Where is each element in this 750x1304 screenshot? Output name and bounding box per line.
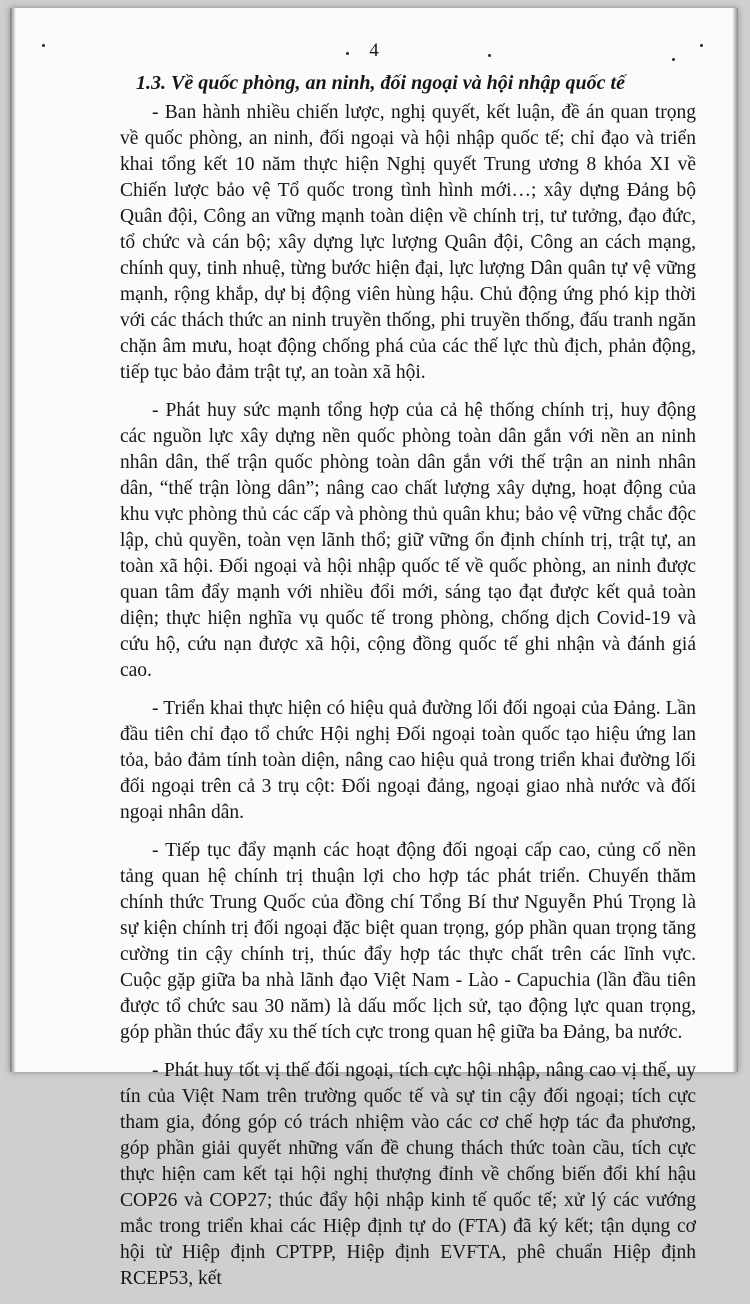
scan-edge-left (10, 8, 16, 1072)
scan-edge-right (732, 8, 738, 1072)
document-body (120, 70, 696, 1304)
paragraph: - Tiếp tục đẩy mạnh các hoạt động đối ngoại cấp cao, củng cố nền tảng quan hệ chính trị thuận lợi cho hợp tác phát triển. Chuyến thăm chính thức Trung Quốc của đồng chí Tổng Bí thư Nguyễn Phú Trọng là sự kiện chính trị đối ngoại đặc biệt quan trọng, góp phần quan trọng tăng cường tin cậy chính trị, thúc đẩy hợp tác thực chất trên các lĩnh vực. Cuộc gặp giữa ba nhà lãnh đạo Việt Nam - Lào - Capuchia (lần đầu tiên được tổ chức sau 30 năm) là dấu mốc lịch sử, tạo động lực quan trọng, góp phần thúc đẩy xu thế tích cực trong quan hệ giữa ba Đảng, ba nước. (120, 840, 696, 1043)
page-number: 4 (369, 40, 379, 61)
paragraph: - Triển khai thực hiện có hiệu quả đường lối đối ngoại của Đảng. Lần đầu tiên chỉ đạo tổ chức Hội nghị Đối ngoại toàn quốc tạo hiệu ứng lan tỏa, bảo đảm tính toàn diện, nâng cao hiệu quả trong triển khai đường lối đối ngoại trên cả 3 trụ cột: Đối ngoại đảng, ngoại giao nhà nước và đối ngoại nhân dân. (120, 698, 696, 823)
paragraph: - Phát huy sức mạnh tổng hợp của cả hệ thống chính trị, huy động các nguồn lực xây dựng nền quốc phòng toàn dân gắn với nền an ninh nhân dân, thế trận quốc phòng toàn dân gắn với thế trận an ninh nhân dân, “thế trận lòng dân”; nâng cao chất lượng xây dựng, hoạt động của khu vực phòng thủ các cấp và phòng thủ quân khu; bảo vệ vững chắc độc lập, chủ quyền, toàn vẹn lãnh thổ; giữ vững ổn định chính trị, trật tự, an toàn xã hội. Đối ngoại và hội nhập quốc tế về quốc phòng, an ninh được quan tâm đẩy mạnh với nhiều đổi mới, sáng tạo đạt được kết quả toàn diện; thực hiện nghĩa vụ quốc tế trong phòng, chống dịch Covid-19 và cứu hộ, cứu nạn được xã hội, cộng đồng quốc tế ghi nhận và đánh giá cao. (120, 400, 696, 681)
document-page (10, 8, 738, 1289)
paragraph: - Ban hành nhiều chiến lược, nghị quyết, kết luận, đề án quan trọng về quốc phòng, an ninh, đối ngoại và hội nhập quốc tế; chỉ đạo và triển khai tổng kết 10 năm thực hiện Nghị quyết Trung ương 8 khóa XI về Chiến lược bảo vệ Tổ quốc trong tình hình mới…; xây dựng Đảng bộ Quân đội, Công an vững mạnh toàn diện về chính trị, tư tưởng, đạo đức, tổ chức và cán bộ; xây dựng lực lượng Quân đội, Công an cách mạng, chính quy, tinh nhuệ, từng bước hiện đại, lực lượng Dân quân tự vệ vững mạnh, rộng khắp, dự bị động viên hùng hậu. Chủ động ứng phó kịp thời với các thách thức an ninh truyền thống, phi truyền thống, đấu tranh ngăn chặn âm mưu, hoạt động chống phá của các thế lực thù địch, phản động, tiếp tục bảo đảm trật tự, an toàn xã hội. (120, 102, 696, 383)
section-heading: 1.3. Về quốc phòng, an ninh, đối ngoại và hội nhập quốc tế (136, 72, 625, 94)
paragraph: - Phát huy tốt vị thế đối ngoại, tích cực hội nhập, nâng cao vị thế, uy tín của Việt Nam trên trường quốc tế và sự tin cậy đối ngoại; tích cực tham gia, đóng góp có trách nhiệm vào các cơ chế hợp tác đa phương, góp phần giải quyết những vấn đề chung thách thức toàn cầu, tích cực thực hiện cam kết tại hội nghị thượng đỉnh về chống biến đổi khí hậu COP26 và COP27; thúc đẩy hội nhập kinh tế quốc tế; xử lý các vướng mắc trong triển khai các Hiệp định tự do (FTA) đã ký kết; tận dụng cơ hội từ Hiệp định CPTPP, Hiệp định EVFTA, phê chuẩn Hiệp định RCEP53, kết (120, 1060, 696, 1289)
